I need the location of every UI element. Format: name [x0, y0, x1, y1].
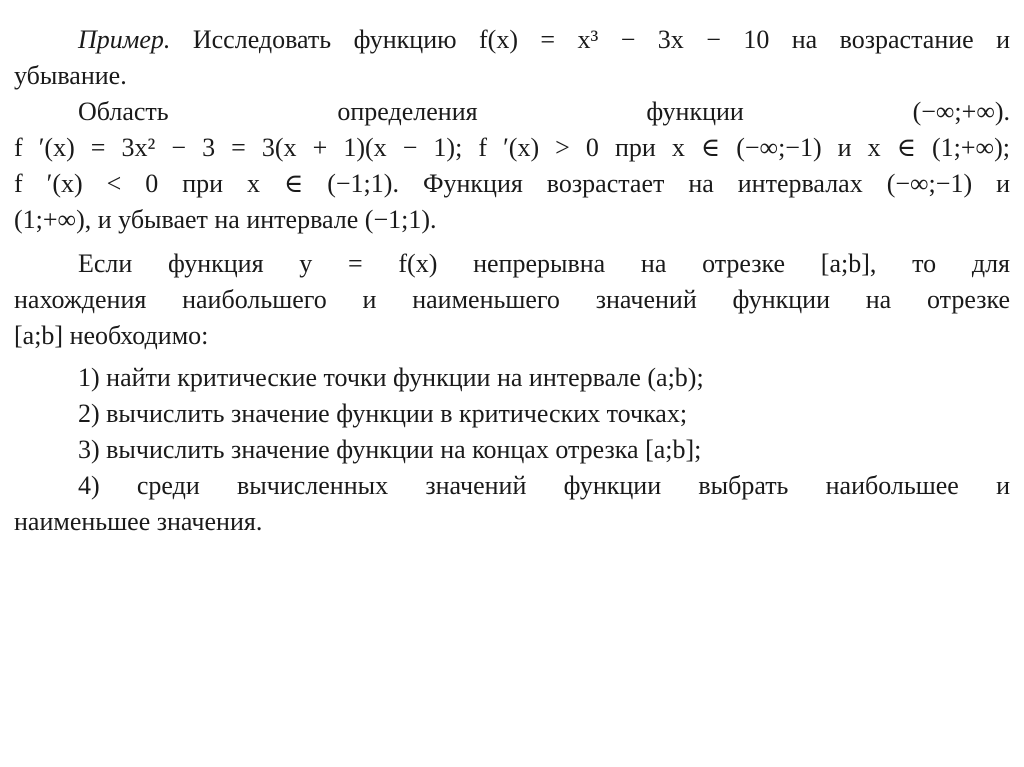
decreasing-interval: (−1;1).	[364, 205, 437, 234]
step-4-text: 4) среди вычисленных значений функции выбрать наибольшее и	[78, 471, 1010, 500]
increasing-interval-2: (1;+∞)	[14, 205, 85, 234]
procedure-text-5: необходимо:	[69, 321, 209, 350]
example-continuation-line	[14, 58, 1010, 94]
procedure-formula: y = f(x)	[299, 249, 438, 278]
example-continuation: убывание.	[14, 61, 127, 90]
decreasing-line	[14, 202, 1010, 238]
derivative-positive-condition: f ′(x) > 0 при x ∈ (−∞;−1) и x ∈ (1;+∞);	[478, 133, 1010, 162]
step-3-math: [a;b];	[645, 435, 702, 464]
step-1	[14, 360, 1010, 396]
step-3-text: 3) вычислить значение функции на концах отрезка	[78, 435, 639, 464]
example-text: Исследовать функцию	[192, 25, 457, 54]
derivative-line	[14, 130, 1010, 166]
procedure-text-4: нахождения наибольшего и наименьшего значений функции на отрезке	[14, 285, 1010, 314]
decreasing-text: , и убывает на интервале	[84, 205, 359, 234]
step-2	[14, 396, 1010, 432]
step-4-continuation: наименьшее значения.	[14, 507, 263, 536]
procedure-segment-1: [a;b],	[820, 249, 877, 278]
procedure-line-1	[14, 246, 1010, 282]
example-function-formula: f(x) = x³ − 3x − 10	[479, 25, 770, 54]
step-1-text: 1) найти критические точки функции на интервале	[78, 363, 641, 392]
procedure-segment-2: [a;b]	[14, 321, 64, 350]
step-4-continuation-line	[14, 504, 1010, 540]
domain-interval: (−∞;+∞).	[912, 97, 1011, 126]
example-text-after: на возрастание и	[791, 25, 1011, 54]
example-label: Пример.	[78, 25, 171, 54]
increasing-conj: и	[996, 169, 1011, 198]
increasing-text: Функция возрастает на интервалах	[422, 169, 863, 198]
derivative-formula: f ′(x) = 3x² − 3 = 3(x + 1)(x − 1);	[14, 133, 463, 162]
domain-word-3: функции	[646, 97, 744, 126]
domain-word-1: Область	[78, 97, 169, 126]
step-4	[14, 468, 1010, 504]
domain-line	[14, 94, 1010, 130]
negative-line	[14, 166, 1010, 202]
document-page	[14, 22, 1010, 540]
procedure-text-1: Если функция	[78, 249, 264, 278]
step-2-text: 2) вычислить значение функции в критических точках;	[78, 399, 688, 428]
procedure-text-3: то для	[912, 249, 1011, 278]
procedure-line-2	[14, 282, 1010, 318]
derivative-negative-condition: f ′(x) < 0 при x ∈ (−1;1).	[14, 169, 399, 198]
increasing-interval-1: (−∞;−1)	[886, 169, 973, 198]
step-3	[14, 432, 1010, 468]
procedure-line-3	[14, 318, 1010, 354]
domain-word-2: определения	[337, 97, 478, 126]
example-line	[14, 22, 1010, 58]
step-1-math: (a;b);	[647, 363, 704, 392]
procedure-text-2: непрерывна на отрезке	[473, 249, 786, 278]
